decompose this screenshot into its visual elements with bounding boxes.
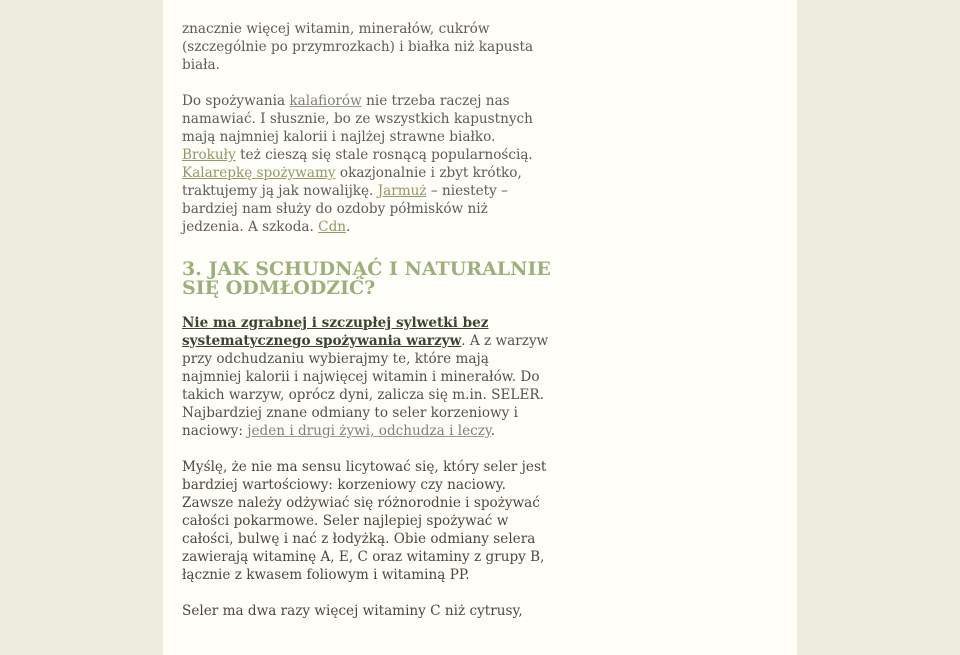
- link-jarmuz[interactable]: Jarmuż: [377, 183, 427, 199]
- paragraph-vitamin-c: Seler ma dwa razy więcej witaminy C niż cytrusy,: [182, 603, 523, 619]
- link-kalarepka[interactable]: Kalarepkę spożywamy: [182, 165, 336, 181]
- text: .: [490, 423, 496, 439]
- section-heading: 3. JAK SCHUDNĄĆ I NATURALNIE SIĘ ODMŁODZIĆ?: [182, 258, 551, 299]
- link-kalafiory[interactable]: kalafiorów: [289, 93, 362, 109]
- link-zgrabna-sylwetka[interactable]: Nie ma zgrabnej i szczupłej sylwetki bez systematycznego spożywania warzyw: [182, 315, 489, 349]
- paragraph-celery-intro: [182, 314, 552, 440]
- link-cdn[interactable]: Cdn: [318, 219, 347, 235]
- paragraph-vitamins: znacznie więcej witamin, minerałów, cukrów (szczególnie po przymrozkach) i białka niż kapusta biała.: [182, 21, 534, 73]
- paragraph-cabbage-family: [182, 92, 552, 236]
- text: Do spożywania: [182, 93, 290, 109]
- text: nie trzeba raczej nas namawiać. I słusznie, bo ze wszystkich kapustnych mają najmniej kalorii i najlżej strawne białko.: [182, 93, 533, 145]
- text: .: [346, 219, 351, 235]
- article-page: [163, 0, 797, 655]
- text: też cieszą się stale rosnącą popularnością.: [235, 147, 533, 163]
- link-brokuly[interactable]: Brokuły: [182, 147, 236, 163]
- text: – niestety – bardziej nam służy do ozdoby półmisków niż jedzenia. A szkoda.: [182, 183, 508, 235]
- article-content: [182, 20, 552, 638]
- link-jeden-i-drugi[interactable]: jeden i drugi żywi, odchudza i leczy: [247, 423, 491, 439]
- text: . A z warzyw przy odchudzaniu wybierajmy te, które mają najmniej kalorii i najwięcej witamin i minerałów. Do takich warzyw, oprócz dyni, zalicza się m.in. SELER. Najbardziej znane odmiany to seler korzeniowy i naciowy:: [182, 333, 549, 439]
- text: okazjonalnie i zbyt krótko, traktujemy ją jak nowalijkę.: [182, 165, 522, 199]
- paragraph-celery-varieties: Myślę, że nie ma sensu licytować się, który seler jest bardziej wartościowy: korzeniowy czy naciowy. Zawsze należy odżywiać się różnorodnie i spożywać całości pokarmowe. Seler najlepiej spożywać w całości, bulwę i nać z łodyżką. Obie odmiany selera zawierają witaminę A, E, C oraz witaminy z grupy B, łącznie z kwasem foliowym i witaminą PP.: [182, 459, 547, 583]
